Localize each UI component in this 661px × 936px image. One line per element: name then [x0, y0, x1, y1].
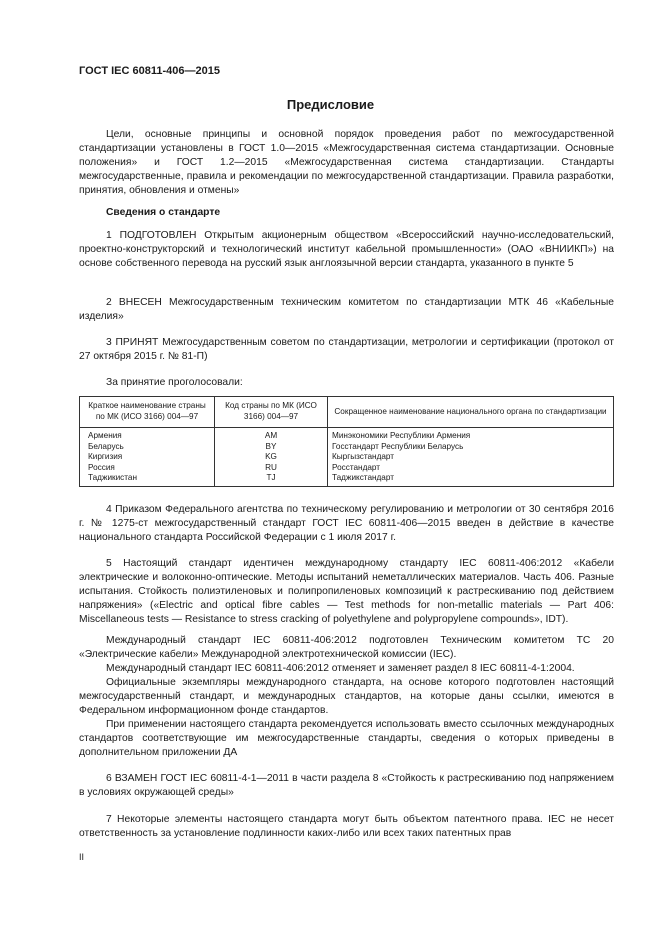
- item-5-note-copies: Официальные экземпляры международного стандарта, на основе которого подготовлен настоящий межгосударственный стандарт, и международных стандартов, на которые даны ссылки, имеются в Федеральном информационном фонде стандартов.: [79, 677, 614, 717]
- table-cell-code: KG: [215, 452, 328, 463]
- document-code-header: ГОСТ IEC 60811-406—2015: [79, 65, 220, 77]
- voted-label: За принятие проголосовали:: [106, 377, 243, 388]
- table-cell-code: BY: [215, 442, 328, 453]
- voting-table: [79, 396, 614, 487]
- table-row: [80, 473, 614, 486]
- item-4-paragraph: 4 Приказом Федерального агентства по техническому регулированию и метрологии от 30 сентября 2016 г. № 1275-ст межгосударственный стандарт ГОСТ IEC 60811-406—2015 введен в действие в качестве национального стандарта Российской Федерации с 1 июля 2017 г.: [79, 504, 614, 544]
- item-6-paragraph: 6 ВЗАМЕН ГОСТ IEC 60811-4-1—2011 в части раздела 8 «Стойкость к растрескиванию под напряжением в условиях окружающей среды»: [79, 773, 614, 799]
- table-cell-country: Беларусь: [80, 442, 215, 453]
- table-header-body: Сокращенное наименование национального органа по стандартизации: [328, 397, 614, 428]
- item-7-paragraph: 7 Некоторые элементы настоящего стандарта могут быть объектом патентного права. IEC не несет ответственность за установление подлинности каких-либо или всех таких патентных прав: [79, 814, 614, 840]
- table-cell-code: TJ: [215, 473, 328, 486]
- table-row: [80, 463, 614, 474]
- item-1-paragraph: 1 ПОДГОТОВЛЕН Открытым акционерным обществом «Всероссийский научно-исследовательский, проектно-конструкторский и технологический институт кабельной промышленности» (ОАО «ВНИИКП») на основе собственного перевода на русский язык англоязычной версии стандарта, указанного в пункте 5: [79, 230, 614, 270]
- item-5-paragraph: 5 Настоящий стандарт идентичен международному стандарту IEC 60811-406:2012 «Кабели электрические и волоконно-оптические. Методы испытаний неметаллических материалов. Часть 406. Разные испытания. Стойкость полиэтиленовых и полипропиленовых композиций к растрескиванию под действием напряжения» («Electric and optical fibre cables — Test methods for non-metallic materials — Part 406: Miscellaneous tests — Resistance to stress cracking of polyethylene and polypropylene compounds», IDT).: [79, 558, 614, 626]
- table-cell-country: Киргизия: [80, 452, 215, 463]
- intro-paragraph: Цели, основные принципы и основной порядок проведения работ по межгосударственной стандартизации установлены в ГОСТ 1.0—2015 «Межгосударственная система стандартизации. Основные положения» и ГОСТ 1.2—2015 «Межгосударственная система стандартизации. Стандарты межгосударственные, правила и рекомендации по межгосударственной стандартизации. Правила разработки, принятия, обновления и отмены»: [79, 129, 614, 197]
- page-title: Предисловие: [286, 97, 375, 112]
- table-header-country: Краткое наименование страны по МК (ИСО 3166) 004—97: [80, 397, 215, 428]
- item-5-note-application: При применении настоящего стандарта рекомендуется использовать вместо ссылочных международных стандартов соответствующие им межгосударственные стандарты, сведения о которых приведены в дополнительном приложении ДА: [79, 719, 614, 759]
- table-row: [80, 452, 614, 463]
- table-row: [80, 442, 614, 453]
- table-header-code: Код страны по МК (ИСО 3166) 004—97: [215, 397, 328, 428]
- section-subheading: Сведения о стандарте: [106, 207, 221, 218]
- table-cell-code: RU: [215, 463, 328, 474]
- item-3-paragraph: 3 ПРИНЯТ Межгосударственным советом по стандартизации, метрологии и сертификации (протокол от 27 октября 2015 г. № 81-П): [79, 337, 614, 363]
- table-header-row: [80, 397, 614, 428]
- item-5-note-replaces: Международный стандарт IEC 60811-406:2012 отменяет и заменяет раздел 8 IEC 60811-4-1:2004.: [106, 663, 575, 674]
- table-cell-body: Минэкономики Республики Армения: [328, 428, 614, 442]
- table-cell-body: Госстандарт Республики Беларусь: [328, 442, 614, 453]
- table-cell-country: Армения: [80, 428, 215, 442]
- item-5-note-tc: Международный стандарт IEC 60811-406:2012 подготовлен Техническим комитетом ТС 20 «Электрические кабели» Международной электротехнической комиссии (IEC).: [79, 635, 614, 661]
- table-cell-body: Кыргызстандарт: [328, 452, 614, 463]
- table-cell-code: AM: [215, 428, 328, 442]
- table-cell-country: Россия: [80, 463, 215, 474]
- table-row: [80, 428, 614, 442]
- page-number: II: [79, 852, 85, 862]
- table-cell-body: Росстандарт: [328, 463, 614, 474]
- table-cell-country: Таджикистан: [80, 473, 215, 486]
- item-2-paragraph: 2 ВНЕСЕН Межгосударственным техническим комитетом по стандартизации МТК 46 «Кабельные изделия»: [79, 297, 614, 323]
- table-cell-body: Таджикстандарт: [328, 473, 614, 486]
